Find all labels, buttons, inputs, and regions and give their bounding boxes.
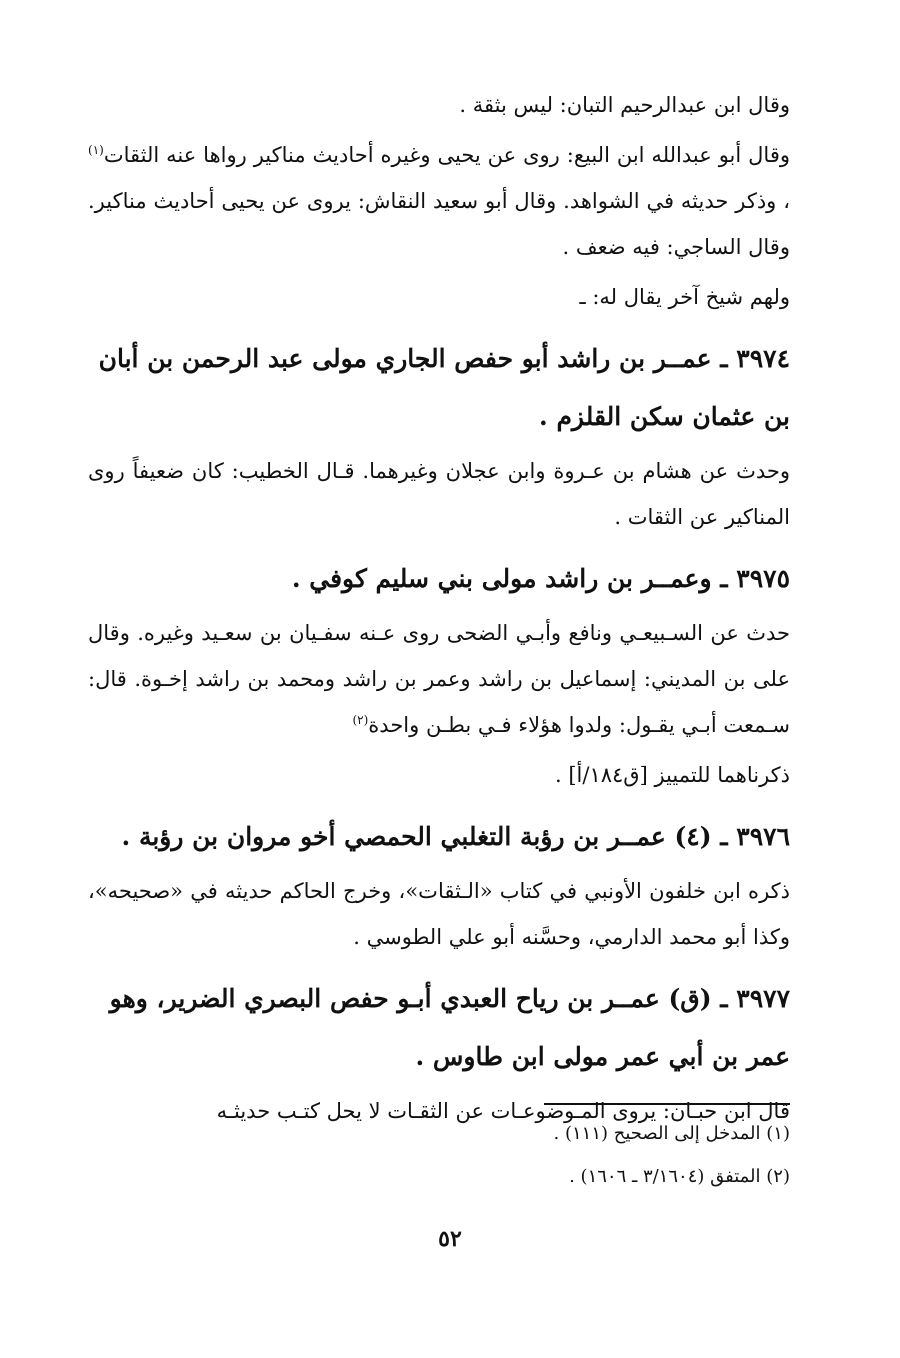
entry-3975-body-a: حدث عن السـبيعـي ونافع وأبـي الضحى روى عـنه سفـيان بن سعـيد وغيره. وقال على بن المديني: إسماعيل بن راشد وعمر بن راشد ومحمد بن راشد إخـوة. قال: سـمعت أبـي يقـول: ولدوا هؤلاء فـي بطـن واحدة (88, 621, 790, 737)
footnote-1: (١) المدخل إلى الصحيح (١١١) . (553, 1123, 790, 1144)
entry-3975-title: ٣٩٧٥ ـ وعمــر بن راشد مولى بني سليم كوفي . (291, 564, 790, 593)
entry-3977-body: قال ابن حبـان: يروى المـوضوعـات عن الثقـات لا يحل كتـب حديثـه (216, 1099, 790, 1123)
entry-3974-title: ٣٩٧٤ ـ عمــر بن راشد أبو حفص الجاري مولى عبد الرحمن بن أبان بن عثمان سكن القلزم . (98, 344, 790, 431)
main-text (88, 82, 790, 1138)
entry-3976-title: ٣٩٧٦ ـ (٤) عمــر بن رؤبة التغلبي الحمصي أخو مروان بن رؤبة . (121, 822, 790, 851)
footnote-ref-1: (١) (88, 143, 104, 157)
paragraph-2 (88, 132, 790, 270)
entry-3976-body: ذكره ابن خلفون الأونبي في كتاب «الـثقات»، وخرج الحاكم حديثه في «صحيحه»، وكذا أبو محمد الدارمي، وحسَّنه أبو علي الطوسي . (88, 879, 790, 949)
footnotes (88, 1112, 790, 1198)
entry-3975-body (88, 610, 790, 748)
entry-3977-title: ٣٩٧٧ ـ (ق) عمــر بن رياح العبدي أبـو حفص البصري الضرير، وهو عمر بن أبي عمر مولى ابن طاوس . (109, 984, 790, 1071)
footnote-ref-2: (٢) (352, 713, 369, 727)
paragraph-3: ولهم شيخ آخر يقال له: ـ (579, 285, 790, 309)
entry-3974-body: وحدث عن هشام بن عـروة وابن عجلان وغيرهما. قـال الخطيب: كان ضعيفاً روى المناكير عن الثقات . (88, 459, 790, 529)
paragraph-2-text-a: وقال أبو عبدالله ابن البيع: روى عن يحيى وغيره أحاديث مناكير رواها عنه الثقات (103, 143, 790, 167)
paragraph-1: وقال ابن عبدالرحيم التبان: ليس بثقة . (459, 93, 790, 117)
page-number: ٥٢ (438, 1226, 462, 1252)
paragraph-2-text-b: ، وذكر حديثه في الشواهد. وقال أبو سعيد النقاش: يروى عن يحيى أحاديث مناكير. وقال الساجي: فيه ضعف . (88, 189, 790, 259)
footnote-2: (٢) المتفق (٣/١٦٠٤ ـ ١٦٠٦) . (569, 1166, 790, 1187)
entry-3975-body-end: ذكرناهما للتمييز [ق١٨٤/أ] . (554, 763, 790, 787)
footnote-divider (544, 1103, 790, 1105)
